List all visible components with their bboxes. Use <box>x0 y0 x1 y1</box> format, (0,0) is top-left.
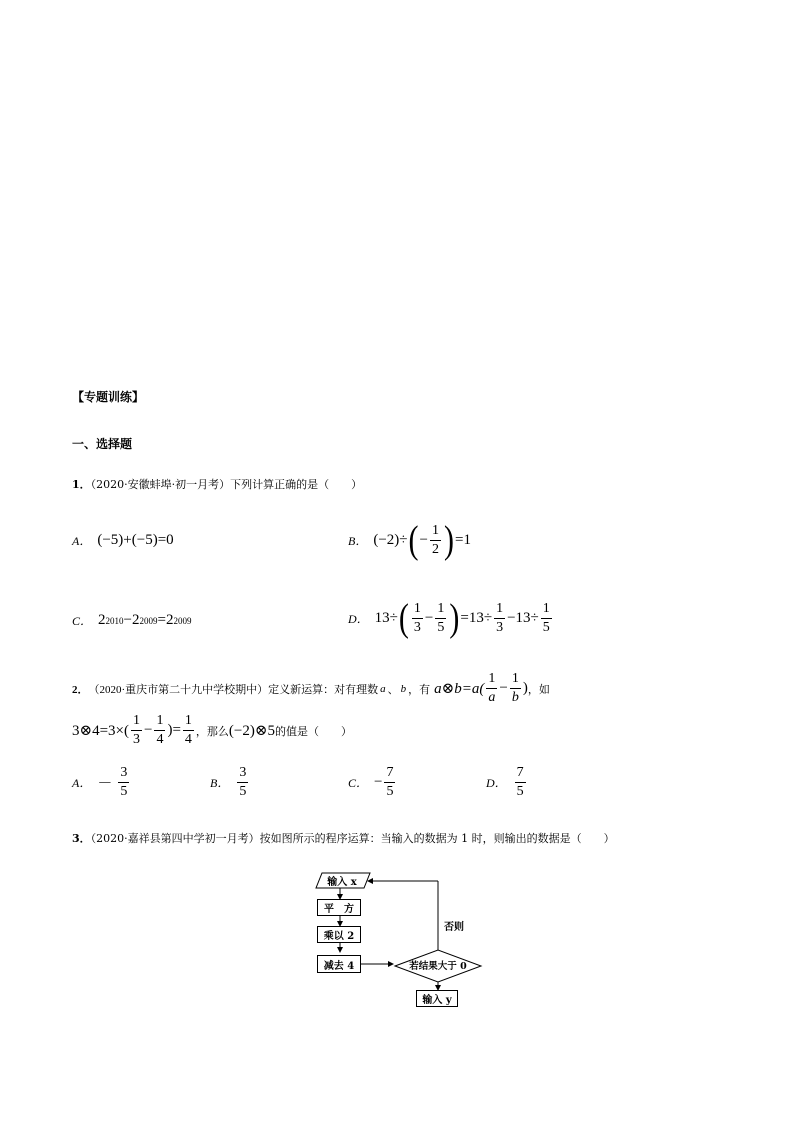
fraction: $\frac{1}{4}$ <box>156 713 164 747</box>
fraction: $\frac{1}{2}$ <box>432 523 439 557</box>
paren-left: ( <box>408 518 419 562</box>
variable: b <box>400 682 407 695</box>
question-text: 下列计算正确的是（ ） <box>230 478 363 491</box>
paren-right: ) <box>449 596 460 640</box>
fraction: 1 3 <box>413 601 421 635</box>
option-label: A． <box>72 534 92 548</box>
question-2-stem: 2． （2020·重庆市第二十九中学校期中） 定义新运算：对有理数 a 、 b ，有 a⊗b=a( 1 a − $\frac{1}{b}$ ) ，如 <box>72 671 550 705</box>
question-text: ，那么 <box>195 725 229 738</box>
question-1-stem <box>72 476 362 492</box>
sign: － <box>97 776 113 792</box>
question-source: （2020·安徽蚌埠·初一月考） <box>90 478 231 491</box>
paren-right: ) <box>444 518 454 562</box>
fraction: 7 5 <box>516 765 524 799</box>
option-d[interactable]: D． 13÷ ( 1 3 − $\frac{1}{5}$ ) =13÷ $\frac{1}{3}$ −13÷ $\frac{1}{5}$ <box>348 596 550 640</box>
fraction: 3 5 <box>120 765 128 799</box>
expression: =13÷ <box>460 610 493 626</box>
fraction: $\frac{1}{4}$ <box>184 713 192 747</box>
question-text: 定义新运算：对有理数 <box>268 683 379 696</box>
separator: 、 <box>387 683 399 696</box>
fraction: $\frac{7}{5}$ <box>386 765 394 799</box>
flow-decision-label: 若结果大于 0 <box>409 961 467 972</box>
variable: a <box>380 682 386 695</box>
paren-left: ( <box>398 596 409 640</box>
example: )= <box>167 722 181 738</box>
exponent: 2009 <box>173 615 192 626</box>
question-text: 的值是（ ） <box>274 725 352 738</box>
base: 2 <box>98 612 106 628</box>
q2-option-b[interactable] <box>210 766 250 799</box>
fraction: 1 3 <box>132 713 140 747</box>
option-label: B． <box>210 776 230 790</box>
flow-input-label: 输入 x <box>327 876 357 888</box>
question-source: （2020·重庆市第二十九中学校期中） <box>88 683 269 696</box>
section-title: 【专题训练】 <box>72 390 145 404</box>
question-text: ，有 <box>408 683 431 696</box>
flow-square-box: 平 方 <box>317 899 361 916</box>
fraction: 1 a <box>488 671 496 705</box>
expression: =1 <box>455 532 471 548</box>
question-number: 2． <box>72 683 89 696</box>
fraction: $\frac{1}{b}$ <box>511 671 519 705</box>
question-2-example: 3⊗4=3×( 1 3 − $\frac{1}{4}$ )= $\frac{1}{4}$ ，那么 (−2)⊗5 的值是（ ） <box>72 713 352 747</box>
sign: − <box>374 774 383 790</box>
definition: ) <box>522 680 528 696</box>
option-label: C． <box>72 614 93 628</box>
fraction: $\frac{1}{3}$ <box>496 601 504 635</box>
base: =2 <box>157 612 174 628</box>
option-label: D． <box>486 776 507 790</box>
option-label: D． <box>348 612 369 626</box>
q2-option-d[interactable] <box>486 766 528 799</box>
fraction: $\frac{1}{5}$ <box>542 601 550 635</box>
question-text: 按如图所示的程序运算：当输入的数据为 1 时，则输出的数据是（ ） <box>259 832 615 845</box>
question-source: （2020·嘉祥县第四中学初一月考） <box>90 832 260 845</box>
option-label: B． <box>348 534 368 548</box>
q2-option-c[interactable] <box>348 766 397 799</box>
option-c[interactable] <box>72 612 191 629</box>
base: −2 <box>123 612 140 628</box>
question-number: 1． <box>72 478 91 491</box>
flow-output-box: 输入 y <box>416 990 458 1007</box>
question-number: 3． <box>72 832 91 845</box>
part-title: 一、选择题 <box>72 437 133 451</box>
question-text: ，如 <box>527 683 550 696</box>
expression: (−2)⊗5 <box>228 723 275 739</box>
option-label: C． <box>348 776 369 790</box>
expression: −13÷ <box>507 610 539 626</box>
minus-sign: − <box>419 532 428 548</box>
option-label: A． <box>72 776 92 790</box>
expression: (−5)+(−5)=0 <box>97 532 174 548</box>
expression: (−2)÷ <box>373 532 408 548</box>
fraction: 3 5 <box>239 765 247 799</box>
fraction: $\frac{1}{5}$ <box>437 601 445 635</box>
question-3-stem <box>72 830 615 846</box>
definition: a⊗b=a( <box>434 681 485 697</box>
flow-times2-box: 乘以 2 <box>317 926 361 943</box>
example: 3⊗4=3×( <box>72 723 129 739</box>
flow-otherwise-label: 否则 <box>444 922 464 933</box>
exponent: 2010 <box>105 615 124 626</box>
q2-option-a[interactable] <box>72 766 131 799</box>
exponent: 2009 <box>139 615 158 626</box>
expression: 13÷ <box>374 610 398 626</box>
option-a[interactable] <box>72 532 174 549</box>
flow-minus4-box: 减去 4 <box>317 955 361 973</box>
option-b[interactable] <box>348 518 471 562</box>
